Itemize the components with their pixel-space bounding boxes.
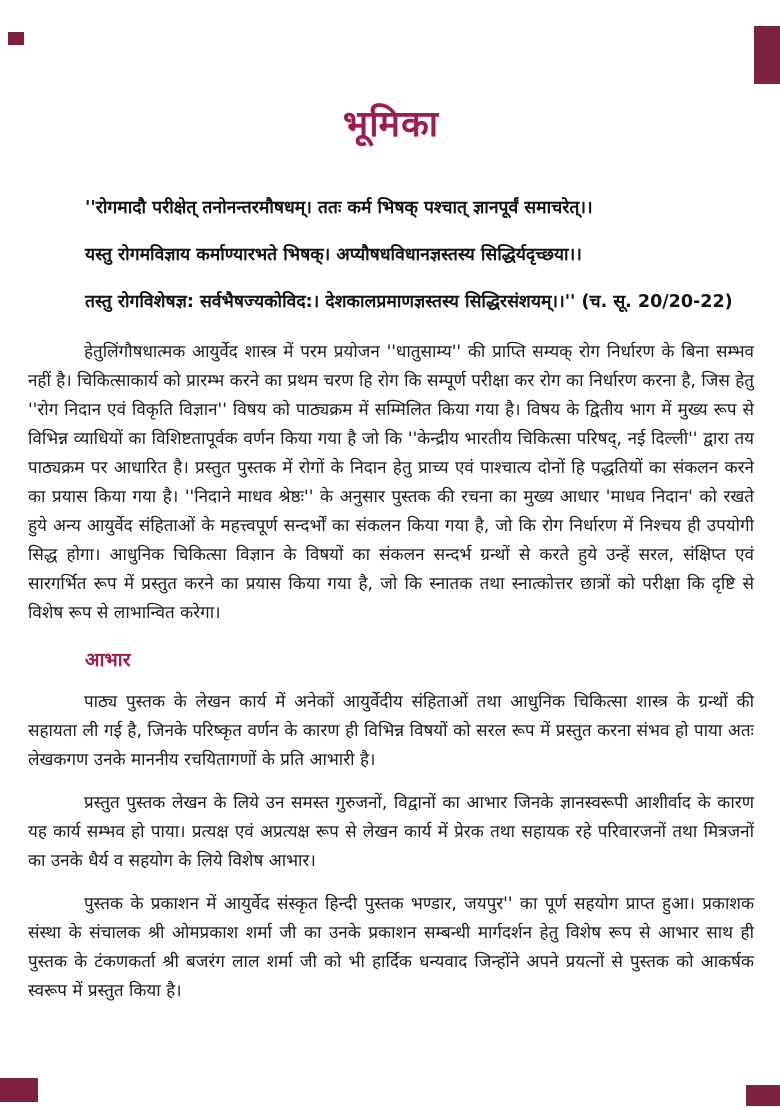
scan-artifact-bottom-left — [0, 1078, 38, 1102]
verse-line-3-with-citation: तस्तु रोगविशेषज्ञ: सर्वभैषज्यकोविद:। देशकालप्रमाणज्ञस्तस्य सिद्धिरसंशयम्।।'' (च. सू. 20/20-22) — [85, 292, 733, 312]
verse-line-2: यस्तु रोगमविज्ञाय कर्माण्यारभते भिषक्। अप्यौषधविधानज्ञस्तस्य सिद्धिर्यदृच्छया।। — [85, 245, 582, 265]
scan-artifact-top-left — [8, 32, 24, 45]
acknowledgement-paragraph-1: पाठ्य पुस्तक के लेखन कार्य में अनेकों आयुर्वेदीय संहिताओं तथा आधुनिक चिकित्सा शास्त्र के ग्रन्थों की सहायता ली गई है, जिनके परिष्कृत वर्णन के कारण ही विभिन्न विषयों को सरल रूप में प्रस्तुत करना संभव हो पाया अतः लेखकगण उनके माननीय रचयितागणों के प्रति आभारी है। — [28, 692, 754, 770]
intro-paragraph: हेतुलिंगौषधात्मक आयुर्वेद शास्त्र में परम प्रयोजन ''धातुसाम्य'' की प्राप्ति सम्यक् रोग निर्धारण के बिना सम्भव नहीं है। चिकित्साकार्य को प्रारम्भ करने का प्रथम चरण हि रोग कि सम्पूर्ण परीक्षा कर रोग का निर्धारण करना है, जिस हेतु ''रोग निदान एवं विकृति विज्ञान'' विषय को पाठ्यक्रम में सम्मिलित किया गया है। विषय के द्वितीय भाग में मुख्य रूप से विभिन्न व्याधियों का विशिष्टतापूर्वक वर्णन किया गया है जो कि ''केन्द्रीय भारतीय चिकित्सा परिषद्, नई दिल्ली'' द्वारा तय पाठ्यक्रम पर आधारित है। प्रस्तुत पुस्तक में रोगों के निदान हेतु प्राच्य एवं पाश्चात्य दोनों हि पद्धतियों का संकलन करने का प्रयास किया गया है। ''निदाने माधव श्रेष्ठः'' के अनुसार पुस्तक की रचना का मुख्य आधार 'माधव निदान' को रखते हुये अन्य आयुर्वेद संहिताओं के महत्त्वपूर्ण सन्दर्भों का संकलन किया गया है, जो कि रोग निर्धारण में निश्चय ही उपयोगी सिद्ध होगा। आधुनिक चिकित्सा विज्ञान के विषयों का संकलन सन्दर्भ ग्रन्थों से करते हुये उन्हें सरल, संक्षिप्त एवं सारगर्भित रूप में प्रस्तुत करने का प्रयास किया गया है, जो कि स्नातक तथा स्नात्कोत्तर छात्रों को परीक्षा कि दृष्टि से विशेष रूप से लाभान्वित करेगा। — [28, 342, 754, 623]
sanskrit-verse-block — [85, 197, 754, 314]
acknowledgement-paragraph-3: पुस्तक के प्रकाशन में आयुर्वेद संस्कृत हिन्दी पुस्तक भण्डार, जयपुर'' का पूर्ण सहयोग प्राप्त हुआ। प्रकाशक संस्था के संचालक श्री ओमप्रकाश शर्मा जी का उनके प्रकाशन सम्बन्धी मार्गदर्शन हेतु विशेष रूप से आभार साथ ही पुस्तक के टंकणकर्ता श्री बजरंग लाल शर्मा जी को भी हार्दिक धन्यवाद जिन्होंने अपने प्रयत्नों से पुस्तक को आकर्षक स्वरूप में प्रस्तुत किया है। — [28, 894, 754, 1001]
scan-artifact-top-right — [754, 26, 780, 84]
section-heading-aabhar: आभार — [85, 649, 131, 671]
acknowledgement-paragraph-2: प्रस्तुत पुस्तक लेखन के लिये उन समस्त गुरुजनों, विद्वानों का आभार जिनके ज्ञानस्वरूपी आशीर्वाद के कारण यह कार्य सम्भव हो पाया। प्रत्यक्ष एवं अप्रत्यक्ष रूप से लेखन कार्य में प्रेरक तथा सहायक रहे परिवारजनों तथा मित्रजनों का उनके धैर्य व सहयोग के लिये विशेष आभार। — [28, 793, 754, 871]
verse-line-1: ''रोगमादौ परीक्षेत् तनोनन्तरमौषधम्। ततः कर्म भिषक् पश्चात् ज्ञानपूर्वं समाचरेत्।। — [85, 198, 593, 218]
page-title: भूमिका — [342, 104, 440, 145]
scan-artifact-bottom-right — [746, 1085, 780, 1106]
